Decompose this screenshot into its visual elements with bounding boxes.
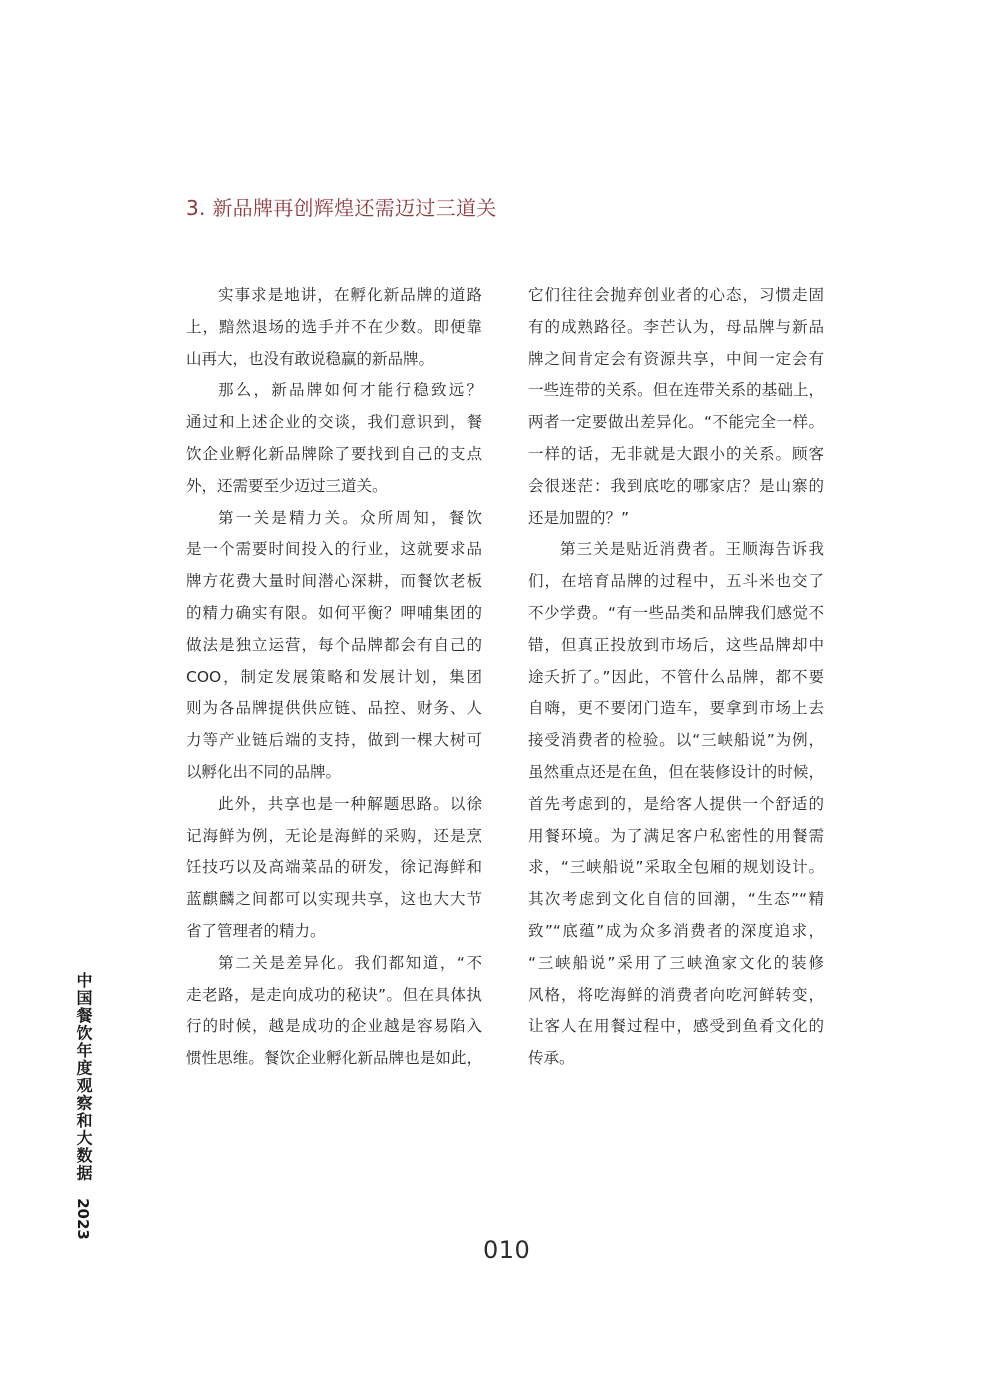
text-line: 力等产业链后端的支持，做到一棵大树可 xyxy=(186,731,482,750)
text-line: 牌方花费大量时间潜心深耕，而餐饮老板 xyxy=(186,572,482,591)
text-line: 求，“三峡船说”采取全包厢的规划设计。 xyxy=(528,858,824,877)
text-line: 第三关是贴近消费者。王顺海告诉我 xyxy=(560,540,824,559)
text-line: 们，在培育品牌的过程中，五斗米也交了 xyxy=(528,572,824,591)
side-book-title: 中国餐饮年度观察和大数据 xyxy=(74,972,93,1182)
text-line: 做法是独立运营，每个品牌都会有自己的 xyxy=(186,635,482,654)
text-line: 第二关是差异化。我们都知道，“不 xyxy=(218,953,482,972)
text-line: 山再大，也没有敢说稳赢的新品牌。 xyxy=(186,349,435,368)
text-line: 让客人在用餐过程中，感受到鱼肴文化的 xyxy=(528,1017,824,1036)
text-line: 牌之间肯定会有资源共享，中间一定会有 xyxy=(528,349,824,368)
text-line: 以孵化出不同的品牌。 xyxy=(186,762,342,781)
text-line: “三峡船说”采用了三峡渔家文化的装修 xyxy=(528,953,824,972)
text-line: 有的成熟路径。李芒认为，母品牌与新品 xyxy=(528,317,824,336)
text-line: 还是加盟的？” xyxy=(528,508,630,527)
text-line: 会很迷茫：我到底吃的哪家店？是山寨的 xyxy=(528,476,824,495)
text-line: 记海鲜为例，无论是海鲜的采购，还是烹 xyxy=(186,826,482,845)
text-line: 走老路，是走向成功的秘诀”。但在具体执 xyxy=(186,985,482,1004)
text-line: 传承。 xyxy=(528,1049,575,1068)
text-line: 自嗨，更不要闭门造车，要拿到市场上去 xyxy=(528,699,824,718)
right-text-column xyxy=(528,280,824,1075)
left-text-column xyxy=(186,280,482,1075)
text-line: 两者一定要做出差异化。“不能完全一样。 xyxy=(528,413,824,432)
text-line: 接受消费者的检验。以“三峡船说”为例， xyxy=(528,731,824,750)
text-line: 上，黯然退场的选手并不在少数。即便靠 xyxy=(186,317,482,336)
text-line: 风格，将吃海鲜的消费者向吃河鲜转变， xyxy=(528,985,824,1004)
text-line: 其次考虑到文化自信的回潮，“生态”“精 xyxy=(528,890,824,909)
text-line: 虽然重点还是在鱼，但在装修设计的时候， xyxy=(528,762,824,781)
text-line: 错，但真正投放到市场后，这些品牌却中 xyxy=(528,635,824,654)
text-line: 不少学费。“有一些品类和品牌我们感觉不 xyxy=(528,603,824,622)
text-line: 的精力确实有限。如何平衡？呷哺集团的 xyxy=(186,603,482,622)
section-title: 3. 新品牌再创辉煌还需迈过三道关 xyxy=(186,196,497,220)
text-line: 是一个需要时间投入的行业，这就要求品 xyxy=(186,540,482,559)
page-number: 010 xyxy=(483,1236,531,1264)
text-line: 惯性思维。餐饮企业孵化新品牌也是如此， xyxy=(186,1049,482,1068)
side-book-year-wrapper xyxy=(70,1196,96,1244)
side-book-year: 2023 xyxy=(74,1198,92,1240)
text-line: 途夭折了。”因此，不管什么品牌，都不要 xyxy=(528,667,824,686)
text-line: 饪技巧以及高端菜品的研发，徐记海鲜和 xyxy=(186,858,482,877)
text-line: 蓝麒麟之间都可以实现共享，这也大大节 xyxy=(186,890,482,909)
text-line: 首先考虑到的，是给客人提供一个舒适的 xyxy=(528,794,824,813)
text-line: 饮企业孵化新品牌除了要找到自己的支点 xyxy=(186,444,482,463)
text-line: 它们往往会抛弃创业者的心态，习惯走固 xyxy=(528,286,824,304)
text-line: 实事求是地讲，在孵化新品牌的道路 xyxy=(218,286,482,304)
text-line: 则为各品牌提供供应链、品控、财务、人 xyxy=(186,699,482,718)
text-line: COO，制定发展策略和发展计划，集团 xyxy=(186,667,482,686)
text-line: 一些连带的关系。但在连带关系的基础上， xyxy=(528,381,824,400)
text-line: 那么，新品牌如何才能行稳致远？ xyxy=(218,381,482,400)
text-line: 第一关是精力关。众所周知，餐饮 xyxy=(218,508,482,527)
text-line: 行的时候，越是成功的企业越是容易陷入 xyxy=(186,1017,482,1036)
text-line: 用餐环境。为了满足客户私密性的用餐需 xyxy=(528,826,824,845)
text-line: 省了管理者的精力。 xyxy=(186,921,326,940)
text-line: 一样的话，无非就是大跟小的关系。顾客 xyxy=(528,444,824,463)
text-line: 致”“底蕴”成为众多消费者的深度追求， xyxy=(528,921,824,940)
text-line: 外，还需要至少迈过三道关。 xyxy=(186,476,388,495)
text-line: 通过和上述企业的交谈，我们意识到，餐 xyxy=(186,413,482,432)
text-line: 此外，共享也是一种解题思路。以徐 xyxy=(218,794,482,813)
